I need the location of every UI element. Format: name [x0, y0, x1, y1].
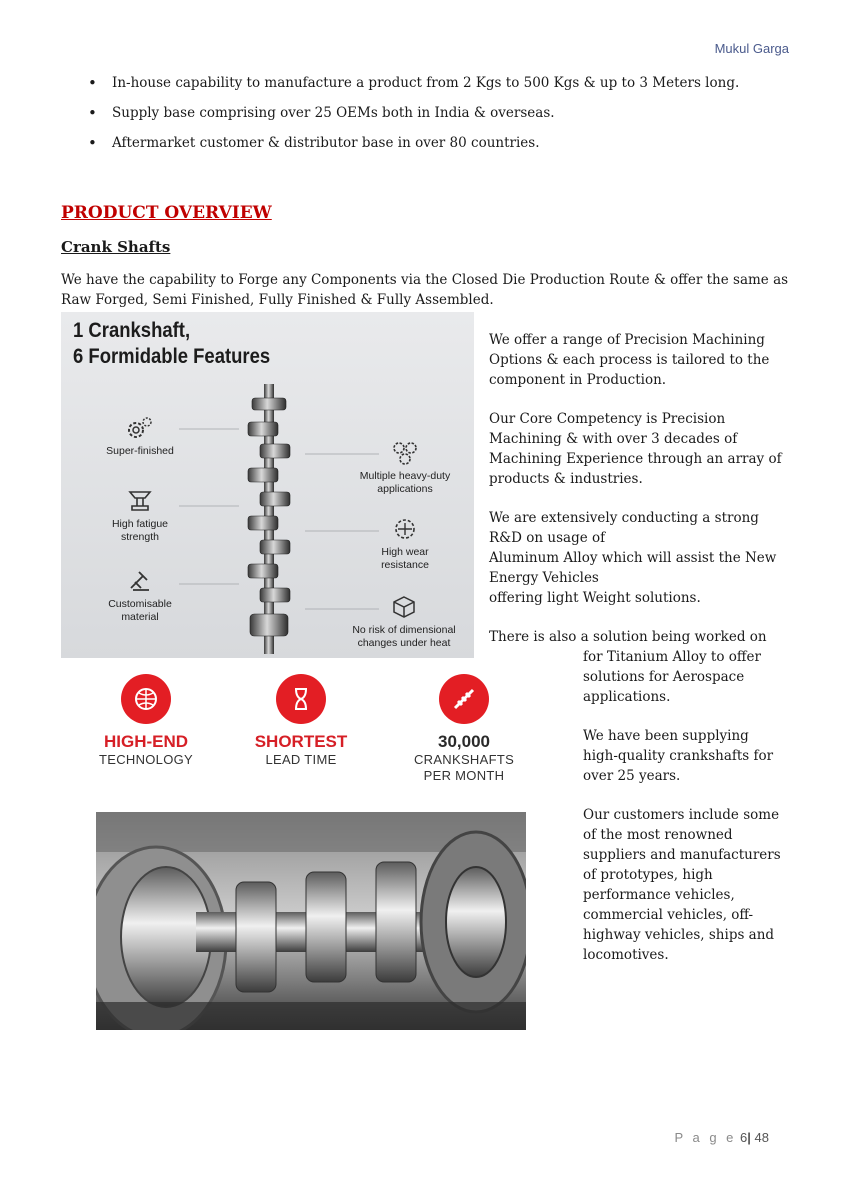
globe-circuit-icon	[121, 674, 171, 724]
total-pages: 48	[754, 1130, 769, 1145]
crankshaft-illustration	[244, 384, 294, 654]
tools-icon	[125, 568, 155, 594]
gears-icon	[125, 415, 155, 441]
stat-crankshafts-per-month: 30,000 CRANKSHAFTS PER MONTH	[389, 674, 539, 784]
paragraph-aluminum-rnd: We are extensively conducting a strong R&D on usage of Aluminum Alloy which will assist the New Energy Vehicles offering light Weight solutions.	[489, 510, 777, 606]
header-author: Mukul Garga	[714, 41, 789, 56]
paragraph-precision-options: We offer a range of Precision Machining Options & each process is tailored to the component in Production.	[489, 332, 770, 388]
page-footer: P a g e 6| 48	[674, 1130, 769, 1145]
paragraph-titanium-line1: There is also a solution being worked on	[489, 629, 767, 645]
crankshaft-icon	[439, 674, 489, 724]
hourglass-icon	[276, 674, 326, 724]
subsection-title: Crank Shafts	[61, 238, 171, 256]
paragraph-customers: Our customers include some of the most renowned suppliers and manufacturers of prototypes, high performance vehicles, commercial vehicles, off-highway vehicles, ships and locomotives.	[583, 807, 781, 963]
stats-banner	[61, 668, 541, 798]
cube-icon	[389, 594, 419, 620]
section-title: PRODUCT OVERVIEW	[61, 203, 272, 223]
paragraph-titanium: for Titanium Alloy to offer solutions for Aerospace applications.	[583, 649, 761, 705]
wear-icon	[390, 516, 420, 542]
paragraph-supplying-history: We have been supplying high-quality crankshafts for over 25 years.	[583, 728, 774, 784]
stat-high-end-technology: HIGH-END TECHNOLOGY	[71, 674, 221, 768]
feature-high-wear-resistance: High wear resistance	[367, 516, 443, 572]
stat-shortest-lead-time: SHORTEST LEAD TIME	[226, 674, 376, 768]
feature-multiple-applications: Multiple heavy-duty applications	[345, 440, 465, 496]
list-item: • In-house capability to manufacture a product from 2 Kgs to 500 Kgs & up to 3 Meters long.	[88, 73, 788, 93]
gear-cluster-icon	[390, 440, 420, 466]
page-number: 6	[740, 1130, 748, 1145]
page-label: P a g e	[674, 1130, 737, 1145]
feature-dimensional-stability: No risk of dimensional changes under heat	[337, 594, 471, 650]
feature-super-finished: Super-finished	[95, 415, 185, 458]
feature-customisable-material: Customisable material	[95, 568, 185, 624]
feature-high-fatigue-strength: High fatigue strength	[95, 488, 185, 544]
intro-paragraph: We have the capability to Forge any Components via the Closed Die Production Route & offer the same as Raw Forged, Semi Finished, Fully Finished & Fully Assembled.	[61, 272, 789, 308]
features-title: 1 Crankshaft, 6 Formidable Features	[73, 319, 271, 368]
list-item: • Aftermarket customer & distributor base in over 80 countries.	[88, 133, 788, 153]
crankshaft-features-image	[61, 312, 474, 658]
paragraph-core-competency: Our Core Competency is Precision Machining & with over 3 decades of Machining Experience through an array of products & industries.	[489, 411, 782, 487]
capability-bullet-list	[88, 73, 788, 163]
anvil-icon	[125, 488, 155, 514]
crankshaft-machining-photo	[96, 812, 526, 1030]
list-item: • Supply base comprising over 25 OEMs both in India & overseas.	[88, 103, 788, 123]
